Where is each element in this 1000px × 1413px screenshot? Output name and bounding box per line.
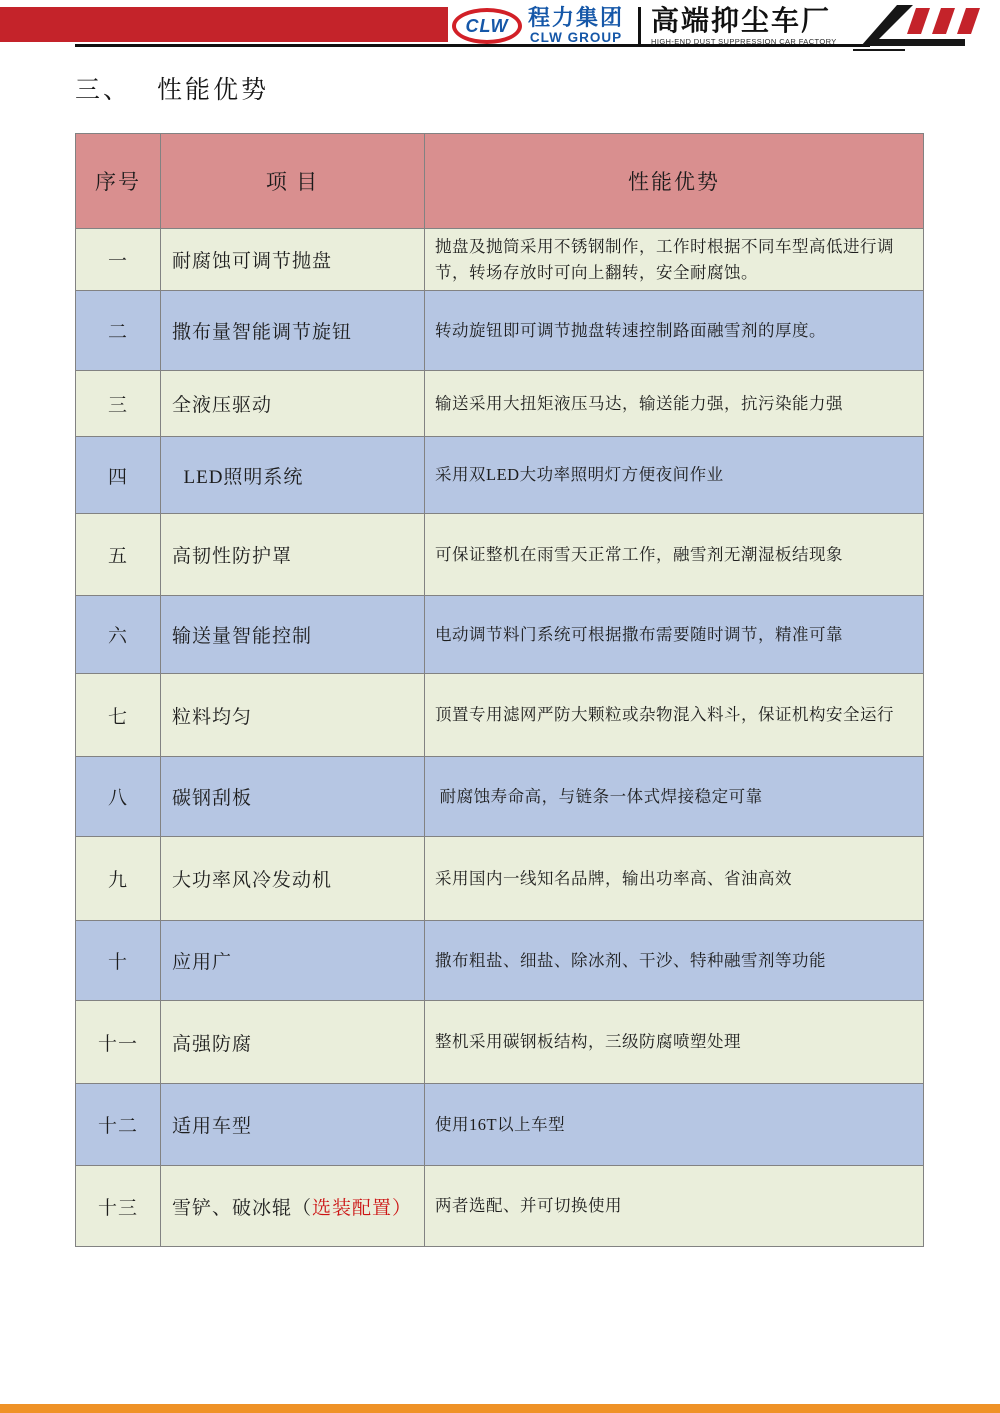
brand-block bbox=[528, 7, 624, 45]
performance-table bbox=[75, 133, 924, 1247]
col-header-advantage: 性能优势 bbox=[425, 134, 924, 229]
clw-badge-text: CLW bbox=[465, 15, 509, 36]
row-item-text: 雪铲、破冰辊（ bbox=[172, 1197, 313, 1219]
row-index-cell: 十一 bbox=[76, 1001, 161, 1084]
row-index-cell: 十 bbox=[76, 921, 161, 1001]
row-desc-cell: 整机采用碳钢板结构，三级防腐喷塑处理 bbox=[425, 1001, 924, 1084]
row-desc-cell: 两者选配、并可切换使用 bbox=[425, 1166, 924, 1247]
logo-divider bbox=[638, 7, 641, 45]
table-row bbox=[76, 921, 924, 1001]
row-index-cell: 七 bbox=[76, 674, 161, 757]
company-logo-group bbox=[452, 3, 837, 49]
row-item-cell: 高韧性防护罩 bbox=[161, 514, 425, 596]
row-index-cell: 十二 bbox=[76, 1084, 161, 1166]
table-row bbox=[76, 837, 924, 921]
row-desc-cell: 电动调节料门系统可根据撒布需要随时调节，精准可靠 bbox=[425, 596, 924, 674]
footer-orange-bar bbox=[0, 1404, 1000, 1413]
table-row bbox=[76, 371, 924, 437]
row-index-cell: 五 bbox=[76, 514, 161, 596]
row-index-cell: 二 bbox=[76, 291, 161, 371]
table-header-row bbox=[76, 134, 924, 229]
row-item-cell: LED照明系统 bbox=[161, 437, 425, 514]
row-desc-cell: 可保证整机在雨雪天正常工作，融雪剂无潮湿板结现象 bbox=[425, 514, 924, 596]
col-header-index: 序号 bbox=[76, 134, 161, 229]
clw-oval-logo-icon bbox=[452, 8, 522, 44]
table-row bbox=[76, 291, 924, 371]
row-index-cell: 三 bbox=[76, 371, 161, 437]
row-index-cell: 一 bbox=[76, 229, 161, 291]
row-desc-cell: 顶置专用滤网严防大颗粒或杂物混入料斗，保证机构安全运行 bbox=[425, 674, 924, 757]
row-item-cell: 全液压驱动 bbox=[161, 371, 425, 437]
row-item-cell: 应用广 bbox=[161, 921, 425, 1001]
row-index-cell: 四 bbox=[76, 437, 161, 514]
row-item-cell: 输送量智能控制 bbox=[161, 596, 425, 674]
row-desc-cell: 输送采用大扭矩液压马达，输送能力强，抗污染能力强 bbox=[425, 371, 924, 437]
table-row bbox=[76, 437, 924, 514]
row-index-cell: 九 bbox=[76, 837, 161, 921]
row-desc-cell: 采用国内一线知名品牌，输出功率高、省油高效 bbox=[425, 837, 924, 921]
table-row bbox=[76, 596, 924, 674]
row-item-cell: 粒料均匀 bbox=[161, 674, 425, 757]
row-item-cell: 高强防腐 bbox=[161, 1001, 425, 1084]
table-row bbox=[76, 1084, 924, 1166]
row-item-cell bbox=[161, 1166, 425, 1247]
page-title bbox=[75, 70, 269, 106]
table-row bbox=[76, 1166, 924, 1247]
row-desc-cell: 采用双LED大功率照明灯方便夜间作业 bbox=[425, 437, 924, 514]
col-header-item: 项 目 bbox=[161, 134, 425, 229]
table-row bbox=[76, 674, 924, 757]
row-index-cell: 十三 bbox=[76, 1166, 161, 1247]
row-item-cell: 碳钢刮板 bbox=[161, 757, 425, 837]
brand-name-en: CLW GROUP bbox=[529, 30, 623, 46]
row-item-optional-note: 选装配置） bbox=[312, 1197, 413, 1219]
row-index-cell: 八 bbox=[76, 757, 161, 837]
row-index-cell: 六 bbox=[76, 596, 161, 674]
stripe-swoosh-logo-icon bbox=[853, 3, 988, 53]
page-title-index: 三、 bbox=[75, 77, 132, 104]
row-desc-cell: 撒布粗盐、细盐、除冰剂、干沙、特种融雪剂等功能 bbox=[425, 921, 924, 1001]
division-name-en: HIGH-END DUST SUPPRESSION CAR FACTORY bbox=[651, 36, 837, 46]
row-desc-cell: 转动旋钮即可调节抛盘转速控制路面融雪剂的厚度。 bbox=[425, 291, 924, 371]
top-red-bar bbox=[0, 7, 448, 42]
brand-name-cn: 程力集团 bbox=[528, 5, 625, 31]
row-item-cell: 撒布量智能调节旋钮 bbox=[161, 291, 425, 371]
division-name-cn: 高端抑尘车厂 bbox=[651, 4, 832, 36]
row-desc-cell: 使用16T以上车型 bbox=[425, 1084, 924, 1166]
division-block bbox=[651, 4, 837, 46]
row-item-cell: 大功率风冷发动机 bbox=[161, 837, 425, 921]
row-item-cell: 耐腐蚀可调节抛盘 bbox=[161, 229, 425, 291]
row-desc-cell: 抛盘及抛筒采用不锈钢制作，工作时根据不同车型高低进行调节，转场存放时可向上翻转，安全耐腐蚀。 bbox=[425, 229, 924, 291]
table-row bbox=[76, 514, 924, 596]
table-row bbox=[76, 229, 924, 291]
row-desc-cell: 耐腐蚀寿命高，与链条一体式焊接稳定可靠 bbox=[425, 757, 924, 837]
table-row bbox=[76, 757, 924, 837]
page-title-text: 性能优势 bbox=[157, 77, 270, 104]
table-row bbox=[76, 1001, 924, 1084]
row-item-cell: 适用车型 bbox=[161, 1084, 425, 1166]
